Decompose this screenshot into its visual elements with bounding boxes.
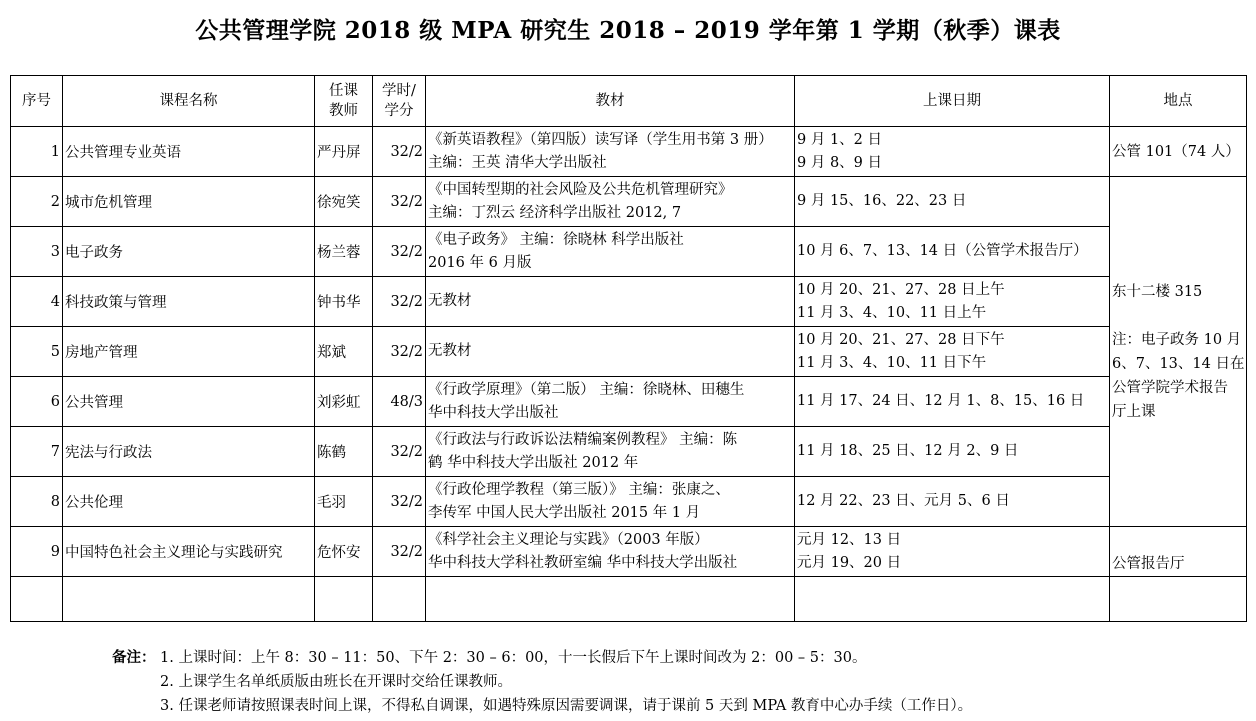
row-teacher: 杨兰蓉 (315, 227, 373, 277)
table-row (11, 527, 1247, 577)
row-hours: 32/2 (373, 177, 426, 227)
row-course: 城市危机管理 (63, 177, 315, 227)
row-teacher: 毛羽 (315, 477, 373, 527)
table-row (11, 327, 1247, 377)
location-cell-2 (1110, 177, 1247, 527)
table-row (11, 427, 1247, 477)
table-header-row (11, 76, 1247, 127)
row-teacher: 徐宛笑 (315, 177, 373, 227)
row-course: 公共伦理 (63, 477, 315, 527)
row-hours: 32/2 (373, 477, 426, 527)
row-textbook: 《行政伦理学教程（第三版）》 主编：张康之、 李传军 中国人民大学出版社 2015 年 1 月 (426, 477, 795, 527)
row-textbook: 《新英语教程》（第四版）读写译（学生用书第 3 册） 主编：王英 清华大学出版社 (426, 127, 795, 177)
row-dates: 11 月 17、24 日、12 月 1、8、15、16 日 (795, 377, 1110, 427)
row-teacher: 危怀安 (315, 527, 373, 577)
table-row (11, 277, 1247, 327)
header-course: 课程名称 (63, 76, 315, 127)
row-hours: 32/2 (373, 227, 426, 277)
note-2: 2. 上课学生名单纸质版由班长在开课时交给任课教师。 (160, 674, 512, 690)
location-cell-1: 公管 101（74 人） (1110, 127, 1247, 177)
row-hours: 32/2 (373, 427, 426, 477)
row-seq: 7 (11, 427, 63, 477)
table-row (11, 177, 1247, 227)
row-seq: 3 (11, 227, 63, 277)
row-hours: 32/2 (373, 277, 426, 327)
header-teacher: 任课 教师 (315, 76, 373, 127)
row-dates: 10 月 20、21、27、28 日下午 11 月 3、4、10、11 日下午 (795, 327, 1110, 377)
row-textbook: 无教材 (426, 277, 795, 327)
row-seq: 1 (11, 127, 63, 177)
header-hours: 学时/ 学分 (373, 76, 426, 127)
location-cell-3: 公管报告厅 (1110, 527, 1247, 577)
row-seq: 8 (11, 477, 63, 527)
table-row (11, 377, 1247, 427)
header-dates: 上课日期 (795, 76, 1110, 127)
row-hours: 32/2 (373, 527, 426, 577)
location-main: 东十二楼 315 (1112, 283, 1203, 300)
row-course: 中国特色社会主义理论与实践研究 (63, 527, 315, 577)
header-location: 地点 (1110, 76, 1247, 127)
table-row (11, 477, 1247, 527)
row-seq: 5 (11, 327, 63, 377)
row-hours: 32/2 (373, 127, 426, 177)
schedule-table (10, 75, 1247, 622)
row-teacher: 钟书华 (315, 277, 373, 327)
row-course: 宪法与行政法 (63, 427, 315, 477)
row-course: 公共管理专业英语 (63, 127, 315, 177)
row-dates: 9 月 1、2 日 9 月 8、9 日 (795, 127, 1110, 177)
row-teacher: 郑斌 (315, 327, 373, 377)
table-row-empty (11, 577, 1247, 622)
row-dates: 9 月 15、16、22、23 日 (795, 177, 1110, 227)
header-textbook: 教材 (426, 76, 795, 127)
notes-label: 备注： (112, 649, 156, 666)
row-course: 公共管理 (63, 377, 315, 427)
row-dates: 10 月 6、7、13、14 日（公管学术报告厅） (795, 227, 1110, 277)
row-seq: 4 (11, 277, 63, 327)
row-dates: 10 月 20、21、27、28 日上午 11 月 3、4、10、11 日上午 (795, 277, 1110, 327)
row-textbook: 《中国转型期的社会风险及公共危机管理研究》 主编：丁烈云 经济科学出版社 2012, 7 (426, 177, 795, 227)
header-seq: 序号 (11, 76, 63, 127)
row-dates: 11 月 18、25 日、12 月 2、9 日 (795, 427, 1110, 477)
row-seq: 2 (11, 177, 63, 227)
table-row (11, 227, 1247, 277)
row-textbook: 《行政学原理》（第二版） 主编：徐晓林、田穗生 华中科技大学出版社 (426, 377, 795, 427)
row-hours: 32/2 (373, 327, 426, 377)
row-teacher: 刘彩虹 (315, 377, 373, 427)
location-note: 注：电子政务 10 月 6、7、13、14 日在 公管学院学术报告 厅上课 (1112, 331, 1245, 420)
row-seq: 9 (11, 527, 63, 577)
table-row (11, 127, 1247, 177)
row-textbook: 《行政法与行政诉讼法精编案例教程》 主编：陈 鹤 华中科技大学出版社 2012 年 (426, 427, 795, 477)
note-1: 1. 上课时间：上午 8：30 – 11：50、下午 2：30 – 6：00，十一长假后下午上课时间改为 2：00 – 5：30。 (160, 650, 867, 666)
row-textbook: 《科学社会主义理论与实践》（2003 年版） 华中科技大学科社教研室编 华中科技大学出版社 (426, 527, 795, 577)
row-course: 电子政务 (63, 227, 315, 277)
row-course: 房地产管理 (63, 327, 315, 377)
row-course: 科技政策与管理 (63, 277, 315, 327)
row-seq: 6 (11, 377, 63, 427)
row-textbook: 《电子政务》 主编：徐晓林 科学出版社 2016 年 6 月版 (426, 227, 795, 277)
row-dates: 12 月 22、23 日、元月 5、6 日 (795, 477, 1110, 527)
row-textbook: 无教材 (426, 327, 795, 377)
note-3: 3. 任课老师请按照课表时间上课，不得私自调课，如遇特殊原因需要调课，请于课前 5 天到 MPA 教育中心办手续（工作日）。 (160, 698, 973, 714)
row-teacher: 严丹屏 (315, 127, 373, 177)
row-teacher: 陈鹤 (315, 427, 373, 477)
notes-block (112, 646, 972, 718)
row-dates: 元月 12、13 日 元月 19、20 日 (795, 527, 1110, 577)
page-title: 公共管理学院 2018 级 MPA 研究生 2018 – 2019 学年第 1 学期（秋季）课表 (195, 17, 1061, 44)
row-hours: 48/3 (373, 377, 426, 427)
